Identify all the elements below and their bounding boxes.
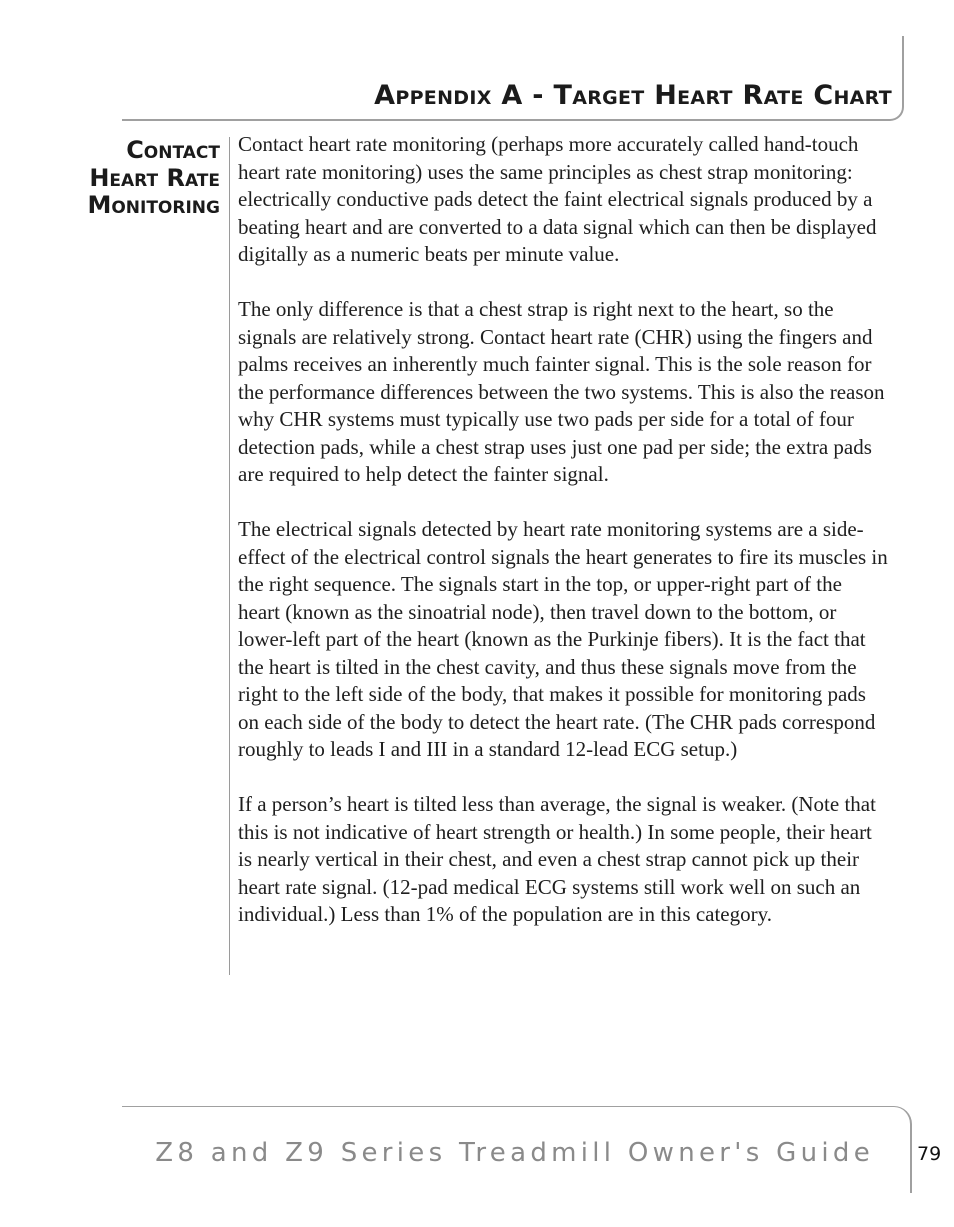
paragraph-3: The electrical signals detected by heart rate monitoring systems are a side-effect of the electrical control signals the heart generates to fire its muscles in the right sequence. The signals start in the top, or upper-right part of the heart (known as the sinoatrial node), then travel down to the bottom, or lower-left part of the heart (known as the Purkinje fibers). It is the fact that the heart is tilted in the chest cavity, and thus these signals move from the right to the left side of the body, that makes it possible for monitoring pads on each side of the body to detect the heart rate. (The CHR pads correspond roughly to leads I and III in a standard 12-lead ECG setup.) [238,517,888,761]
section-heading [40,137,220,220]
section-divider [229,137,230,975]
page-title: Appendix A - Target Heart Rate Chart [374,80,892,111]
section-heading-line-2: Heart Rate [89,163,220,192]
section-heading-line-1: Contact [126,136,220,164]
page-number: 79 [917,1143,942,1165]
paragraph-2: The only difference is that a chest strap is right next to the heart, so the signals are relatively strong. Contact heart rate (CHR) using the fingers and palms receives an inherently much fainter signal. This is the sole reason for the performance differences between the two systems. This is also the reason why CHR systems must typically use two pads per side for a total of four detection pads, while a chest strap uses just one pad per side; the extra pads are required to help detect the fainter signal. [238,297,885,486]
body-text [238,131,888,956]
footer-title: Z8 and Z9 Series Treadmill Owner's Guide [155,1138,874,1168]
paragraph-4: If a person’s heart is tilted less than average, the signal is weaker. (Note that this is not indicative of heart strength or health.) In some people, their heart is nearly vertical in their chest, and even a chest strap cannot pick up their heart rate signal. (12-pad medical ECG systems still work well on such an individual.) Less than 1% of the population are in this category. [238,792,876,926]
paragraph-1: Contact heart rate monitoring (perhaps more accurately called hand-touch heart rate monitoring) uses the same principles as chest strap monitoring: electrically conductive pads detect the faint electrical signals produced by a beating heart and are converted to a data signal which can then be displayed digitally as a numeric beats per minute value. [238,132,877,266]
section-heading-line-3: Monitoring [87,191,220,219]
